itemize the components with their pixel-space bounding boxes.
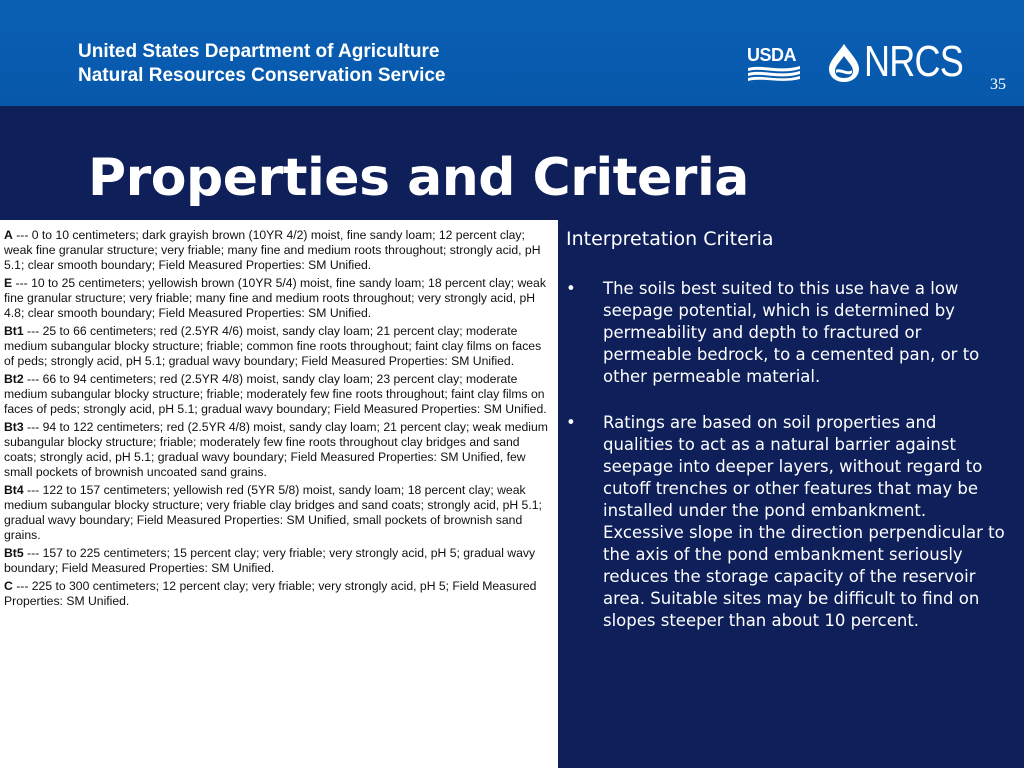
horizon-name: C [4,579,13,593]
water-drop-icon [826,43,862,83]
usda-logo [746,44,802,82]
horizon-description: --- 225 to 300 centimeters; 12 percent clay; very friable; very strongly acid, pH 5; Field Measured Properties: SM Unified. [4,579,537,608]
slide-number: 35 [990,76,1006,93]
criteria-bullet [566,278,1006,388]
horizon-name: Bt1 [4,324,24,338]
criteria-bullet [566,412,1006,632]
horizon-description: --- 10 to 25 centimeters; yellowish brown (10YR 5/4) moist, fine sandy loam; 18 percent clay; weak fine granular structure; very friable; many fine and medium roots throughout; very strongly acid, pH 4.8; clear smooth boundary; Field Measured Properties: SM Unified. [4,276,546,320]
horizon-description: --- 0 to 10 centimeters; dark grayish brown (10YR 4/2) moist, fine sandy loam; 12 percent clay; weak fine granular structure; very friable; many fine and medium roots throughout; strongly acid, pH 5.1; clear smooth boundary; Field Measured Properties: SM Unified. [4,228,541,272]
criteria-heading: Interpretation Criteria [566,228,774,250]
agency-line-1: United States Department of Agriculture [78,41,440,62]
horizon-name: Bt3 [4,420,24,434]
horizon-description: --- 66 to 94 centimeters; red (2.5YR 4/8) moist, sandy clay loam; 23 percent clay; moderate medium subangular blocky structure; friable; moderately few fine roots throughout; faint clay films on faces of peds; strongly acid, pH 5.1; gradual wavy boundary; Field Measured Properties: SM Unified. [4,372,547,416]
horizon-bt5 [4,546,548,576]
nrcs-logo-text: NRCS [864,37,963,86]
usda-logo-text: USDA [747,45,797,65]
header-banner [0,0,1024,106]
bullet-dot-icon: • [566,413,576,432]
horizon-c [4,579,548,609]
horizon-name: E [4,276,13,290]
horizon-name: Bt4 [4,483,24,497]
horizon-description: --- 157 to 225 centimeters; 15 percent clay; very friable; very strongly acid, pH 5; gradual wavy boundary; Field Measured Properties: SM Unified. [4,546,536,575]
horizon-description: --- 94 to 122 centimeters; red (2.5YR 4/8) moist, sandy clay loam; 21 percent clay; weak medium subangular blocky structure; friable; moderately few fine roots throughout clay bridges and sand coats; strongly acid, pH 5.1; gradual wavy boundary; Field Measured Properties: SM Unified, few small pockets of brownish uncoated sand grains. [4,420,548,479]
horizon-name: Bt5 [4,546,24,560]
criteria-bullet-list [566,278,1006,632]
horizon-bt1 [4,324,548,369]
horizon-bt2 [4,372,548,417]
criteria-bullet-text: Ratings are based on soil properties and qualities to act as a natural barrier against seepage into deeper layers, without regard to cutoff trenches or other features that may be installed under the pond embankment. Excessive slope in the direction perpendicular to the axis of the pond embankment seriously reduces the storage capacity of the reservoir area. Suitable sites may be difficult to find on slopes steeper than about 10 percent. [603,413,1005,630]
bullet-dot-icon: • [566,279,576,298]
slide-title: Properties and Criteria [88,148,749,208]
horizon-name: A [4,228,13,242]
horizon-e [4,276,548,321]
horizon-bt4 [4,483,548,543]
horizon-bt3 [4,420,548,480]
agency-name [78,40,446,88]
horizon-description: --- 25 to 66 centimeters; red (2.5YR 4/6) moist, sandy clay loam; 21 percent clay; moderate medium subangular blocky structure; friable; common fine roots throughout; faint clay films on faces of peds; strongly acid, pH 5.1; gradual wavy boundary; Field Measured Properties: SM Unified. [4,324,542,368]
horizon-description: --- 122 to 157 centimeters; yellowish red (5YR 5/8) moist, sandy loam; 18 percent clay; weak medium subangular blocky structure; very friable clay bridges and sand coats; strongly acid, pH 5.1; gradual wavy boundary; Field Measured Properties: SM Unified, small pockets of brownish sand grains. [4,483,542,542]
interpretation-criteria [566,226,1006,656]
soil-profile-panel [0,220,558,768]
criteria-bullet-text: The soils best suited to this use have a low seepage potential, which is determined by permeability and depth to fractured or permeable bedrock, to a cemented pan, or to other permeable material. [603,279,980,386]
agency-line-2: Natural Resources Conservation Service [78,65,446,86]
horizon-name: Bt2 [4,372,24,386]
horizon-a [4,228,548,273]
